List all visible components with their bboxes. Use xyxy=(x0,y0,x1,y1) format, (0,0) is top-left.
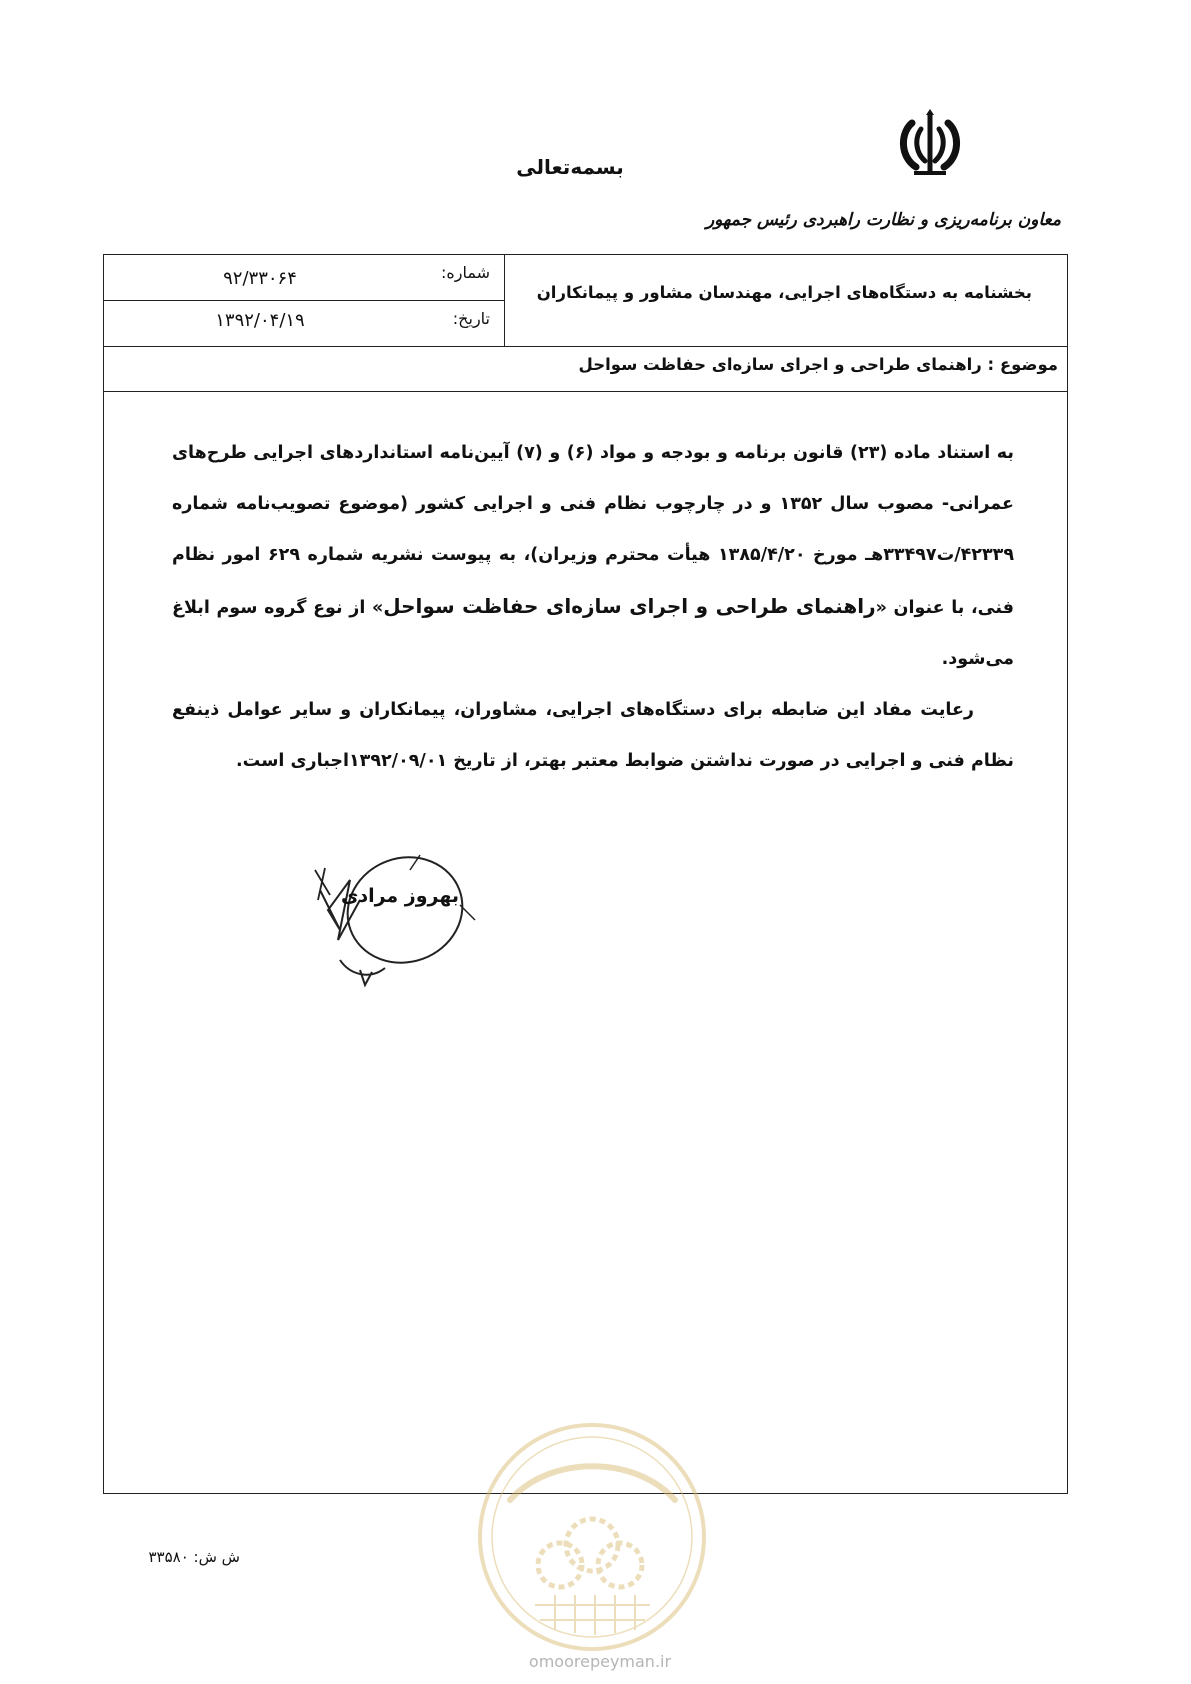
meta-divider xyxy=(103,300,504,301)
organization-name: معاون برنامه‌ریزی و نظارت راهبردی رئیس جمهور xyxy=(705,210,1061,230)
omoorepeyman-stamp-logo xyxy=(470,1415,715,1660)
iran-emblem-icon xyxy=(890,105,970,185)
handwritten-signature xyxy=(310,850,500,1030)
recipients-line: بخشنامه به دستگاه‌های اجرایی، مهندسان مشاور و پیمانکاران xyxy=(536,283,1032,302)
signer-name: بهروز مرادی xyxy=(340,885,460,907)
footer-reference-note: ش ش: ۳۳۵۸۰ xyxy=(148,1548,240,1566)
guide-title: راهنمای طراحی و اجرای سازه‌ای حفاظت سواحل xyxy=(383,594,876,618)
body-p1-start: به استناد ماده (۲۳) قانون برنامه و بودجه و مواد (۶) و (۷) آیین‌نامه استانداردهای اجرایی طرح‌های عمرانی- مصوب سال ۱۳۵۲ و در چارچوب نظام فنی و اجرایی کشور (موضوع تصویب‌نامه شماره ۴۲۳۳۹/ت۳۳۴۹۷هـ مورخ ۱۳۸۵/۴/۲۰ هیأت محترم وزیران)، به پیوست نشریه شماره ۶۲۹ امور نظام فنی، با عنوان « xyxy=(172,443,1014,618)
header-divider xyxy=(504,254,505,347)
subject-line: موضوع : راهنمای طراحی و اجرای سازه‌ای حفاظت سواحل xyxy=(578,355,1058,374)
body-paragraph-1 xyxy=(172,428,1014,685)
number-label: شماره: xyxy=(440,263,490,282)
watermark-url: omoorepeyman.ir xyxy=(528,1652,672,1671)
basmala-heading: بسمه‌تعالی xyxy=(516,155,624,179)
number-value: ۹۲/۳۳۰۶۴ xyxy=(223,268,297,289)
date-label: تاریخ: xyxy=(452,309,490,328)
body-paragraph-2: رعایت مفاد این ضابطه برای دستگاه‌های اجرایی، مشاوران، پیمانکاران و سایر عوامل ذینفع نظام فنی و اجرایی در صورت نداشتن ضوابط معتبر بهتر، از تاریخ ۱۳۹۲/۰۹/۰۱اجباری است. xyxy=(172,700,1014,771)
letter-body xyxy=(172,428,1014,787)
body-p1-end: » از نوع گروه سوم ابلاغ می‌شود. xyxy=(172,598,1014,669)
date-value: ۱۳۹۲/۰۴/۱۹ xyxy=(215,310,305,331)
